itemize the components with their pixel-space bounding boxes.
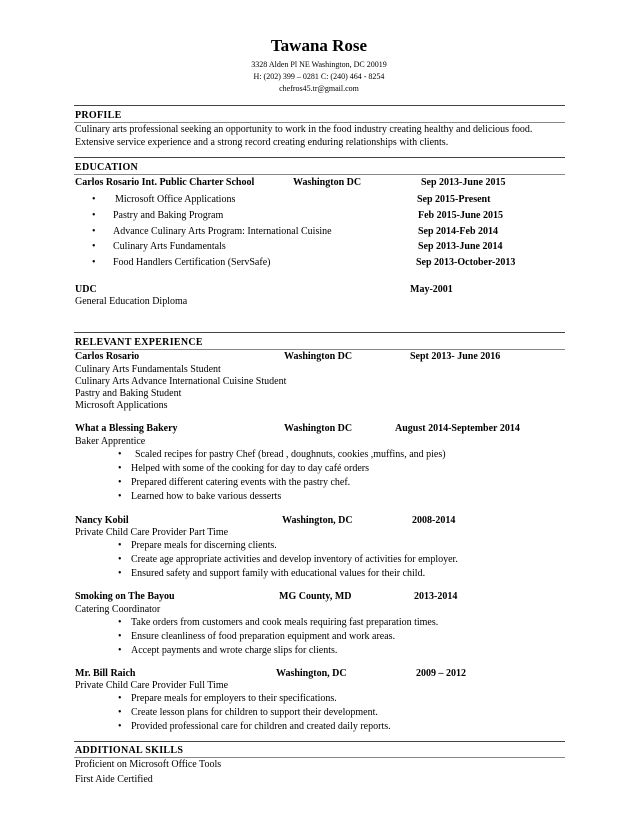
job-bullet: Prepare meals for discerning clients. [131,540,277,551]
job-bullet: Learned how to bake various desserts [131,491,282,502]
experience-heading: RELEVANT EXPERIENCE [75,337,203,348]
heading-underline [74,122,565,123]
course-item: Culinary Arts Fundamentals [113,241,226,252]
bullet: • [118,554,122,565]
job-title: Catering Coordinator [75,604,161,615]
bullet: • [118,568,122,579]
course-date: Sep 2013-October-2013 [416,257,516,268]
bullet: • [92,194,96,205]
bullet: • [118,491,122,502]
job-bullet: Ensured safety and support family with educational values for their child. [131,568,426,579]
employer-location: Washington, DC [276,668,347,679]
school-dates: Sep 2013-June 2015 [421,177,506,188]
course-date: Sep 2013-June 2014 [418,241,503,252]
bullet: • [118,540,122,551]
profile-line-2: Extensive service experience and a strong record creating enduring relationships with clients. [75,137,449,148]
course-date: Feb 2015-June 2015 [418,210,503,221]
education-heading: EDUCATION [75,162,139,173]
email-address: chefros45.tr@gmail.com [279,84,359,93]
school-name: UDC [75,284,97,295]
job-bullet: Prepare meals for employers to their specifications. [131,693,337,704]
bullet: • [92,226,96,237]
course-item: Microsoft Office Applications [115,194,236,205]
employer-name: Nancy Kobil [75,515,129,526]
employment-dates: 2009 – 2012 [416,668,466,679]
job-bullet: Create age appropriate activities and develop inventory of activities for employer. [131,554,458,565]
skill-item: Proficient on Microsoft Office Tools [75,759,222,770]
job-title: Baker Apprentice [75,436,146,447]
profile-line-1: Culinary arts professional seeking an opportunity to work in the food industry creating healthy and delicious food. [75,124,533,135]
course-date: Sep 2015-Present [417,194,491,205]
employer-name: Carlos Rosario [75,351,140,362]
job-bullet: Accept payments and wrote charge slips for clients. [131,645,338,656]
skill-item: First Aide Certified [75,774,153,785]
employer-location: MG County, MD [279,591,352,602]
course-item: Pastry and Baking Program [113,210,224,221]
bullet: • [118,477,122,488]
bullet: • [92,241,96,252]
employer-location: Washington DC [284,423,353,434]
profile-heading: PROFILE [75,110,122,121]
job-line: Culinary Arts Fundamentals Student [75,364,221,375]
bullet: • [118,449,122,460]
course-item: Advance Culinary Arts Program: International Cuisine [113,226,332,237]
job-bullet: Prepared different catering events with the pastry chef. [131,477,351,488]
section-divider [74,741,565,742]
employer-name: Mr. Bill Raich [75,668,136,679]
bullet: • [118,645,122,656]
bullet: • [118,631,122,642]
job-line: Culinary Arts Advance International Cuisine Student [75,376,287,387]
bullet: • [118,707,122,718]
employer-location: Washington DC [284,351,353,362]
school-detail: General Education Diploma [75,296,188,307]
school-name: Carlos Rosario Int. Public Charter School [75,177,255,188]
job-line: Microsoft Applications [75,400,168,411]
school-dates: May-2001 [410,284,453,295]
bullet: • [118,721,122,732]
applicant-name: Tawana Rose [270,36,368,55]
course-date: Sep 2014-Feb 2014 [418,226,498,237]
job-bullet: Create lesson plans for children to support their development. [131,707,378,718]
job-title: Private Child Care Provider Part Time [75,527,229,538]
job-bullet: Scaled recipes for pastry Chef (bread , doughnuts, cookies ,muffins, and pies) [135,449,446,460]
section-divider [74,157,565,158]
employment-dates: August 2014-September 2014 [395,423,520,434]
heading-underline [74,174,565,175]
job-bullet: Helped with some of the cooking for day to day café orders [131,463,369,474]
section-divider [74,105,565,106]
employer-location: Washington, DC [282,515,353,526]
skills-heading: ADDITIONAL SKILLS [75,745,184,756]
job-bullet: Provided professional care for children and created daily reports. [131,721,391,732]
heading-underline [74,757,565,758]
employer-name: What a Blessing Bakery [75,423,178,434]
job-bullet: Ensure cleanliness of food preparation equipment and work areas. [131,631,396,642]
employment-dates: Sept 2013- June 2016 [410,351,501,362]
employment-dates: 2008-2014 [412,515,456,526]
job-title: Private Child Care Provider Full Time [75,680,229,691]
bullet: • [92,210,96,221]
bullet: • [118,617,122,628]
job-line: Pastry and Baking Student [75,388,182,399]
bullet: • [92,257,96,268]
employment-dates: 2013-2014 [414,591,458,602]
heading-underline [74,349,565,350]
phone-numbers: H: (202) 399 – 0281 C: (240) 464 - 8254 [253,72,385,81]
employer-name: Smoking on The Bayou [75,591,175,602]
school-location: Washington DC [293,177,362,188]
section-divider [74,332,565,333]
job-bullet: Take orders from customers and cook meals requiring fast preparation times. [131,617,439,628]
bullet: • [118,463,122,474]
course-item: Food Handlers Certification (ServSafe) [113,257,271,268]
bullet: • [118,693,122,704]
address: 3328 Alden Pl NE Washington, DC 20019 [251,60,387,69]
